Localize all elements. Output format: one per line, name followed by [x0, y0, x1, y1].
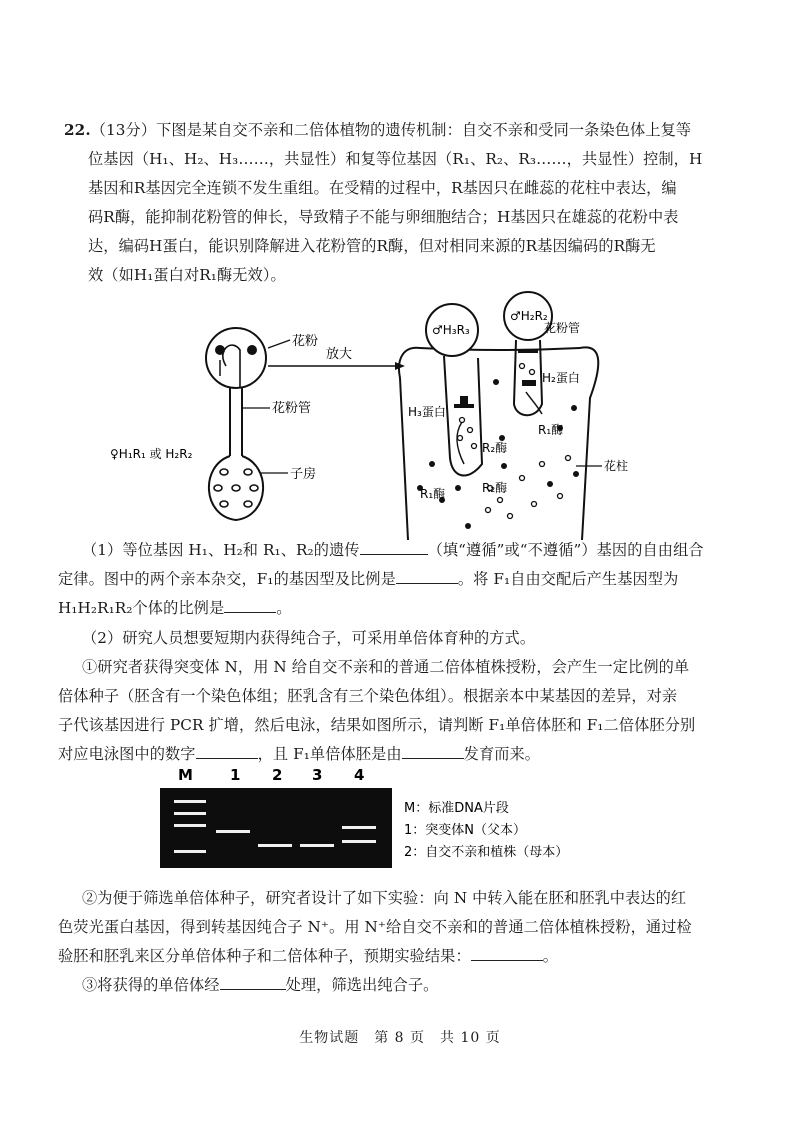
intro-line-4: 码R酶，能抑制花粉管的伸长，导致精子不能与卵细胞结合；H基因只在雄蕊的花粉中表: [88, 208, 679, 226]
part1-text-1b: （填“遵循”或“不遵循”）基因的自由组合: [427, 541, 704, 559]
label-r2-mid: R₂酶: [482, 441, 508, 455]
part2-text-s2b: 。: [542, 947, 559, 965]
part2-s2-line-1: ②为便于筛选单倍体种子，研究者设计了如下实验：向 N 中转入能在胚和胚乳中表达的红: [82, 889, 687, 907]
question-intro: [64, 116, 714, 290]
self-incompatibility-diagram: [90, 288, 690, 540]
part2-s1-line-1: ①研究者获得突变体 N，用 N 给自交不亲和的普通二倍体植株授粉，会产生一定比例的单: [82, 658, 690, 676]
lane-label-2: 2: [272, 766, 283, 784]
answer-blank-7[interactable]: [220, 973, 286, 990]
label-pollen: 花粉: [292, 334, 319, 349]
lane-label-4: 4: [354, 766, 365, 784]
part2-s1-line-3: 子代该基因进行 PCR 扩增，然后电泳，结果如图所示，请判断 F₁单倍体胚和 F₁二倍体胚分别: [58, 716, 696, 734]
part1-line-1: [58, 536, 714, 565]
degrade-arrow-left: [457, 422, 464, 464]
part1: [58, 536, 714, 623]
label-h3-protein: H₃蛋白: [408, 405, 446, 419]
intro-line-3: 基因和R基因完全连锁不发生重组。在受精的过程中，R基因只在雌蕊的花柱中表达，编: [88, 179, 677, 197]
page-footer: 生物试题 第 8 页 共 10 页: [299, 1030, 501, 1046]
part1-text-1a: （1）等位基因 H₁、H₂和 R₁、R₂的遗传: [82, 541, 360, 559]
part2-text-s3b: 处理，筛选出纯合子。: [285, 976, 439, 994]
part2-text-s3a: ③将获得的单倍体经: [82, 976, 220, 994]
answer-blank-4[interactable]: [196, 742, 258, 759]
part2-s3-line: [58, 971, 714, 1000]
pollen-tube-left: [444, 356, 482, 475]
part1-text-3b: 。: [276, 599, 292, 617]
label-female-genotype: ♀H₁R₁ 或 H₂R₂: [110, 447, 193, 461]
ovules: [214, 469, 258, 507]
answer-blank-3[interactable]: [224, 596, 276, 613]
label-pollen-h2r2: ♂H₂R₂: [510, 309, 548, 323]
answer-blank-6[interactable]: [471, 944, 543, 961]
label-pollen-tube: 花粉管: [272, 401, 312, 416]
part2-text-4c: 发育而来。: [463, 745, 541, 763]
part2-s1-line-2: 倍体种子（胚含有一个染色体组；胚乳含有三个染色体组）。根据亲本中某基因的差异，对亲: [58, 687, 678, 705]
part2-text-s2a: 验胚和胚乳来区分单倍体种子和二倍体种子，预期实验结果：: [58, 947, 471, 965]
lane-label-1: 1: [230, 766, 241, 784]
label-pollen-h3r3: ♂H₃R₃: [432, 323, 470, 337]
part2-text-4a: 对应电泳图中的数字: [58, 745, 196, 763]
lane-label-3: 3: [312, 766, 323, 784]
part2b: [58, 884, 714, 1000]
answer-blank-1[interactable]: [360, 538, 428, 555]
part2-intro: （2）研究人员想要短期内获得纯合子，可采用单倍体育种的方式。: [82, 629, 536, 647]
intro-line-5: 达，编码H蛋白，能识别降解进入花粉管的R酶，但对相同来源的R基因编码的R酶无: [88, 237, 656, 255]
gel-legend-1: 1：突变体N（父本）: [404, 823, 526, 838]
part2-s2-line-2: 色荧光蛋白基因，得到转基因纯合子 N⁺。用 N⁺给自交不亲和的普通二倍体植株授粉，通过检: [58, 918, 692, 936]
answer-blank-2[interactable]: [396, 567, 458, 584]
gel-electrophoresis: [160, 760, 590, 870]
label-r1-left: R₁酶: [420, 487, 446, 501]
part1-text-2b: 。将 F₁自由交配后产生基因型为: [457, 570, 679, 588]
intro-line-6: 效（如H₁蛋白对R₁酶无效）。: [88, 266, 286, 284]
lane-label-m: M: [178, 766, 193, 784]
answer-blank-5[interactable]: [402, 742, 464, 759]
part2: [58, 624, 714, 769]
intro-line-2: 位基因（H₁、H₂、H₃……，共显性）和复等位基因（R₁、R₂、R₃……，共显性）控制，H: [88, 150, 703, 168]
label-style: 花柱: [604, 459, 629, 473]
intro-line-1: [64, 116, 714, 145]
part1-line-3: [58, 594, 714, 623]
degrade-arrow-right: [526, 392, 542, 414]
part2-text-4b: ，且 F₁单倍体胚是由: [257, 745, 402, 763]
part2-s2-line-3: [58, 942, 714, 971]
question-score: （13分）: [90, 121, 157, 139]
label-ovary: 子房: [290, 467, 317, 482]
part1-text-3a: H₁H₂R₁R₂个体的比例是: [58, 599, 225, 617]
question-number: 22.: [64, 121, 91, 139]
gel-legend-2: 2：自交不亲和植株（母本）: [404, 845, 569, 860]
part1-line-2: [58, 565, 714, 594]
label-r2-bottom: R₂酶: [482, 481, 508, 495]
label-r1-right: R₁酶: [538, 423, 564, 437]
label-tube-right: 花粉管: [544, 321, 581, 335]
part1-text-2a: 定律。图中的两个亲本杂交，F₁的基因型及比例是: [58, 570, 396, 588]
label-enlarge: 放大: [326, 347, 353, 362]
label-h2-protein: H₂蛋白: [542, 371, 580, 385]
intro-text-1: 下图是某自交不亲和二倍体植物的遗传机制：自交不亲和受同一条染色体上复等: [156, 121, 692, 139]
gel-legend-m: M：标准DNA片段: [404, 801, 509, 816]
